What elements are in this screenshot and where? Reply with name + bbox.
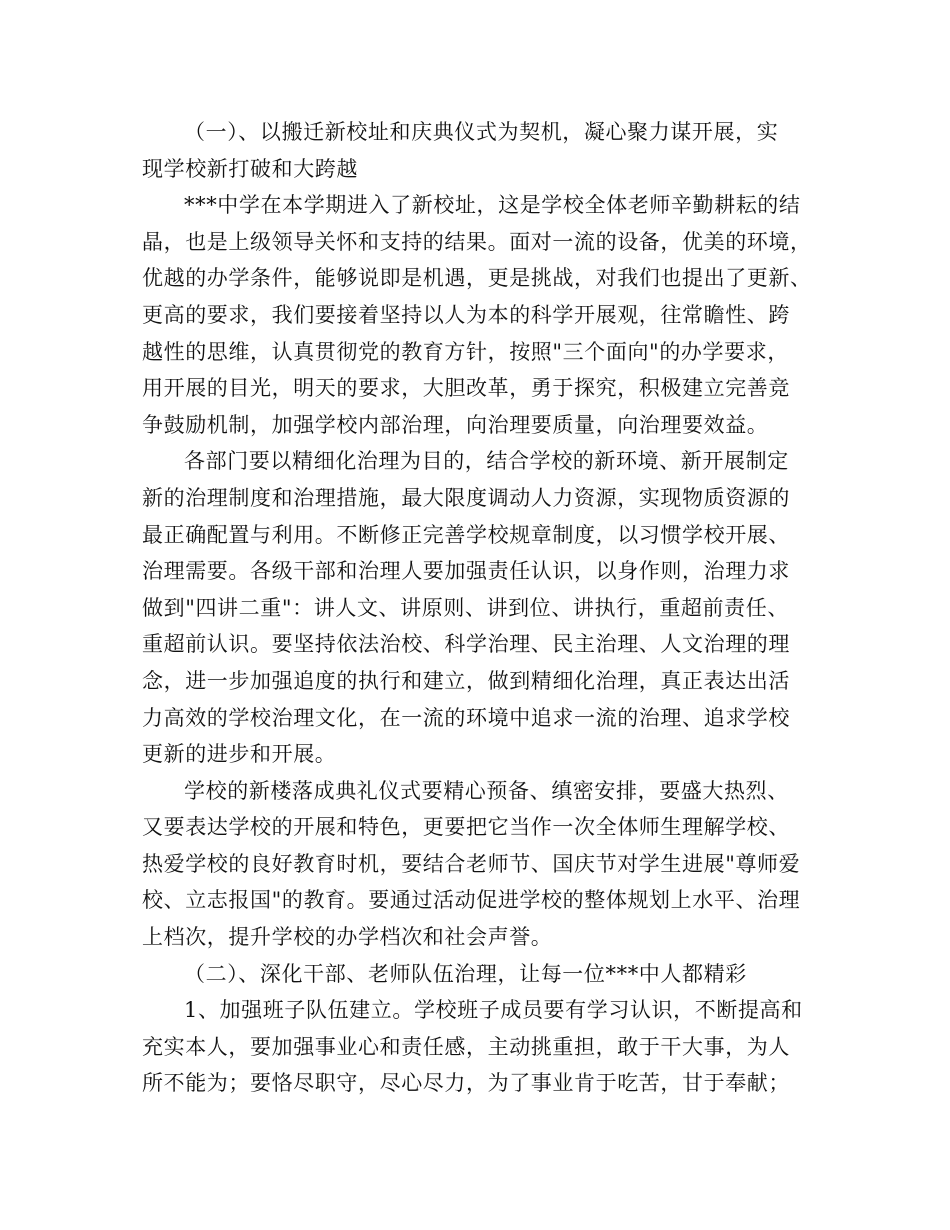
text-line: 争鼓励机制，加强学校内部治理，向治理要质量，向治理要效益。 (142, 412, 769, 437)
text-line: ***中学在本学期进入了新校址，这是学校全体老师辛勤耕耘的结 (184, 193, 801, 218)
paragraph-1 (142, 187, 822, 443)
text-line: 1、加强班子队伍建立。学校班子成员要有学习认识，不断提高和 (184, 998, 803, 1023)
text-line: 治理需要。各级干部和治理人要加强责任认识，以身作则，治理力求 (142, 559, 790, 584)
section-heading-2 (142, 956, 822, 993)
text-line: 晶，也是上级领导关怀和支持的结果。面对一流的设备，优美的环境， (142, 229, 812, 254)
text-line: 学校的新楼落成典礼仪式要精心预备、缜密安排，要盛大热烈、 (184, 778, 789, 803)
text-line: 越性的思维，认真贯彻党的教育方针，按照"三个面向"的办学要求， (142, 339, 789, 364)
text-line: 优越的办学条件，能够说即是机遇，更是挑战，对我们也提出了更新、 (142, 266, 812, 291)
text-line: （一）、以搬迁新校址和庆典仪式为契机，凝心聚力谋开展，实 (184, 120, 779, 144)
text-line: （二）、深化干部、老师队伍治理，让每一位***中人都精彩 (184, 961, 747, 986)
paragraph-2 (142, 443, 822, 772)
text-line: 上档次，提升学校的办学档次和社会声誉。 (142, 925, 553, 950)
text-line: 又要表达学校的开展和特色，更要把它当作一次全体师生理解学校、 (142, 815, 790, 840)
text-line: 重超前认识。要坚持依法治校、科学治理、民主治理、人文治理的理 (142, 632, 790, 657)
text-line: 念，进一步加强追度的执行和建立，做到精细化治理，真正表达出活 (142, 668, 790, 693)
text-line: 做到"四讲二重"：讲人文、讲原则、讲到位、讲执行，重超前责任、 (142, 595, 789, 620)
text-line: 现学校新打破和大跨越 (142, 156, 358, 181)
text-line: 更新的进步和开展。 (142, 742, 337, 767)
paragraph-3 (142, 773, 822, 956)
text-line: 力高效的学校治理文化，在一流的环境中追求一流的治理、追求学校 (142, 705, 790, 730)
text-line: 用开展的目光，明天的要求，大胆改革，勇于探究，积极建立完善竞 (142, 376, 790, 401)
paragraph-4 (142, 992, 822, 1102)
text-line: 新的治理制度和治理措施，最大限度调动人力资源，实现物质资源的 (142, 485, 790, 510)
text-line: 更高的要求，我们要接着坚持以人为本的科学开展观，往常瞻性、跨 (142, 302, 790, 327)
section-heading-1 (142, 114, 822, 187)
text-line: 各部门要以精细化治理为目的，结合学校的新环境、新开展制定 (184, 449, 789, 474)
document-body (142, 114, 822, 1102)
text-line: 充实本人，要加强事业心和责任感，主动挑重担，敢于干大事，为人 (142, 1034, 790, 1059)
text-line: 校、立志报国"的教育。要通过活动促进学校的整体规划上水平、治理 (142, 888, 801, 913)
text-line: 热爱学校的良好教育时机，要结合老师节、国庆节对学生进展"尊师爱 (142, 851, 801, 876)
text-line: 所不能为；要恪尽职守，尽心尽力，为了事业肯于吃苦，甘于奉献； (142, 1071, 790, 1096)
text-line: 最正确配置与利用。不断修正完善学校规章制度，以习惯学校开展、 (142, 522, 790, 547)
